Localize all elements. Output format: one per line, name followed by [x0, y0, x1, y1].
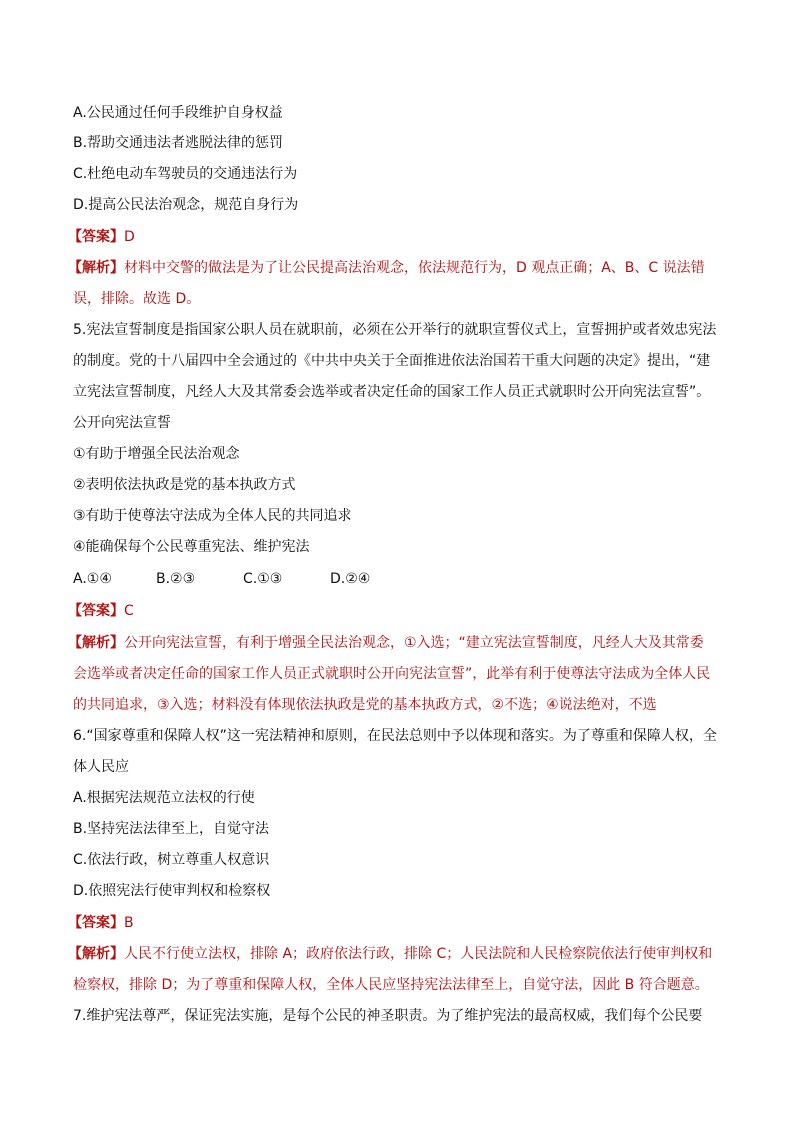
- analysis-tag: 【解析】: [68, 635, 124, 651]
- analysis-text: 材料中交警的做法是为了让公民提高法治观念，依法规范行为，D 观点正确；A、B、C 说法错: [124, 260, 705, 276]
- answer-value: D: [124, 229, 135, 245]
- q5-choice-d: D.②④: [330, 571, 371, 587]
- q5-choice-b: B.②③: [156, 571, 196, 587]
- q4-option-a: A.公民通过任何手段维护自身权益: [73, 105, 283, 121]
- q5-stem-line-1: 5.宪法宣誓制度是指国家公职人员在就职前，必须在公开举行的就职宣誓仪式上，宣誓拥护或者效忠宪法: [73, 322, 717, 338]
- analysis-tag: 【解析】: [68, 260, 124, 276]
- analysis-text: 公开向宪法宣誓，有利于增强全民法治观念，①入选；“建立宪法宣誓制度，凡经人大及其常委: [124, 635, 704, 651]
- answer-tag: 【答案】: [68, 229, 124, 245]
- q4-option-d: D.提高公民法治观念，规范自身行为: [73, 197, 299, 213]
- q4-analysis-line-1: [68, 259, 718, 277]
- q5-choice-c: C.①③: [243, 571, 283, 587]
- q5-statement-2: ②表明依法执政是党的基本执政方式: [73, 477, 296, 493]
- q6-answer: [68, 914, 718, 932]
- answer-tag: 【答案】: [68, 915, 124, 931]
- q5-stem-line-4: 公开向宪法宣誓: [73, 415, 171, 431]
- q6-analysis-line-2: 检察权，排除 D；为了尊重和保障人权，全体人民应坚持宪法法律至上，自觉守法，因此 B 符合题意。: [73, 977, 709, 993]
- q6-option-c: C.依法行政，树立尊重人权意识: [73, 852, 270, 868]
- answer-value: B: [124, 915, 134, 931]
- q5-statement-3: ③有助于使尊法守法成为全体人民的共同追求: [73, 508, 352, 524]
- q6-stem-line-1: 6.“国家尊重和保障人权”这一宪法精神和原则，在民法总则中予以体现和落实。为了尊重和保障人权，全: [73, 728, 717, 744]
- q6-option-d: D.依照宪法行使审判权和检察权: [73, 883, 271, 899]
- q6-stem-line-2: 体人民应: [73, 759, 129, 775]
- q6-option-b: B.坚持宪法法律至上，自觉守法: [73, 821, 270, 837]
- q5-analysis-line-3: 的共同追求，③入选；材料没有体现依法执政是党的基本执政方式，②不选；④说法绝对，不选: [73, 697, 657, 713]
- q5-analysis-line-2: 会选举或者决定任命的国家工作人员正式就职时公开向宪法宣誓”，此举有利于使尊法守法成为全体人民: [73, 666, 711, 682]
- answer-value: C: [124, 603, 134, 619]
- q5-stem-line-3: 立宪法宣誓制度，凡经人大及其常委会选举或者决定任命的国家工作人员正式就职时公开向宪法宣誓”。: [73, 384, 711, 400]
- q5-statement-1: ①有助于增强全民法治观念: [73, 446, 240, 462]
- q4-option-b: B.帮助交通违法者逃脱法律的惩罚: [73, 135, 284, 151]
- q5-choices: [73, 570, 723, 588]
- analysis-tag: 【解析】: [68, 946, 124, 962]
- q4-analysis-line-2: 误，排除。故选 D。: [73, 291, 201, 307]
- q7-stem-line-1: 7.维护宪法尊严，保证宪法实施，是每个公民的神圣职责。为了维护宪法的最高权威，我们每个公民要: [73, 1008, 703, 1024]
- q4-answer: [68, 228, 718, 246]
- q5-answer: [68, 602, 718, 620]
- q6-analysis-line-1: [68, 945, 718, 963]
- q4-option-c: C.杜绝电动车驾驶员的交通违法行为: [73, 166, 298, 182]
- analysis-text: 人民不行使立法权，排除 A；政府依法行政，排除 C；人民法院和人民检察院依法行使审判权和: [124, 946, 713, 962]
- q5-analysis-line-1: [68, 634, 718, 652]
- answer-tag: 【答案】: [68, 603, 124, 619]
- q5-statement-4: ④能确保每个公民尊重宪法、维护宪法: [73, 539, 310, 555]
- q5-stem-line-2: 的制度。党的十八届四中全会通过的《中共中央关于全面推进依法治国若干重大问题的决定》提出，“建: [73, 353, 711, 369]
- q6-option-a: A.根据宪法规范立法权的行使: [73, 790, 255, 806]
- q5-choice-a: A.①④: [73, 571, 112, 587]
